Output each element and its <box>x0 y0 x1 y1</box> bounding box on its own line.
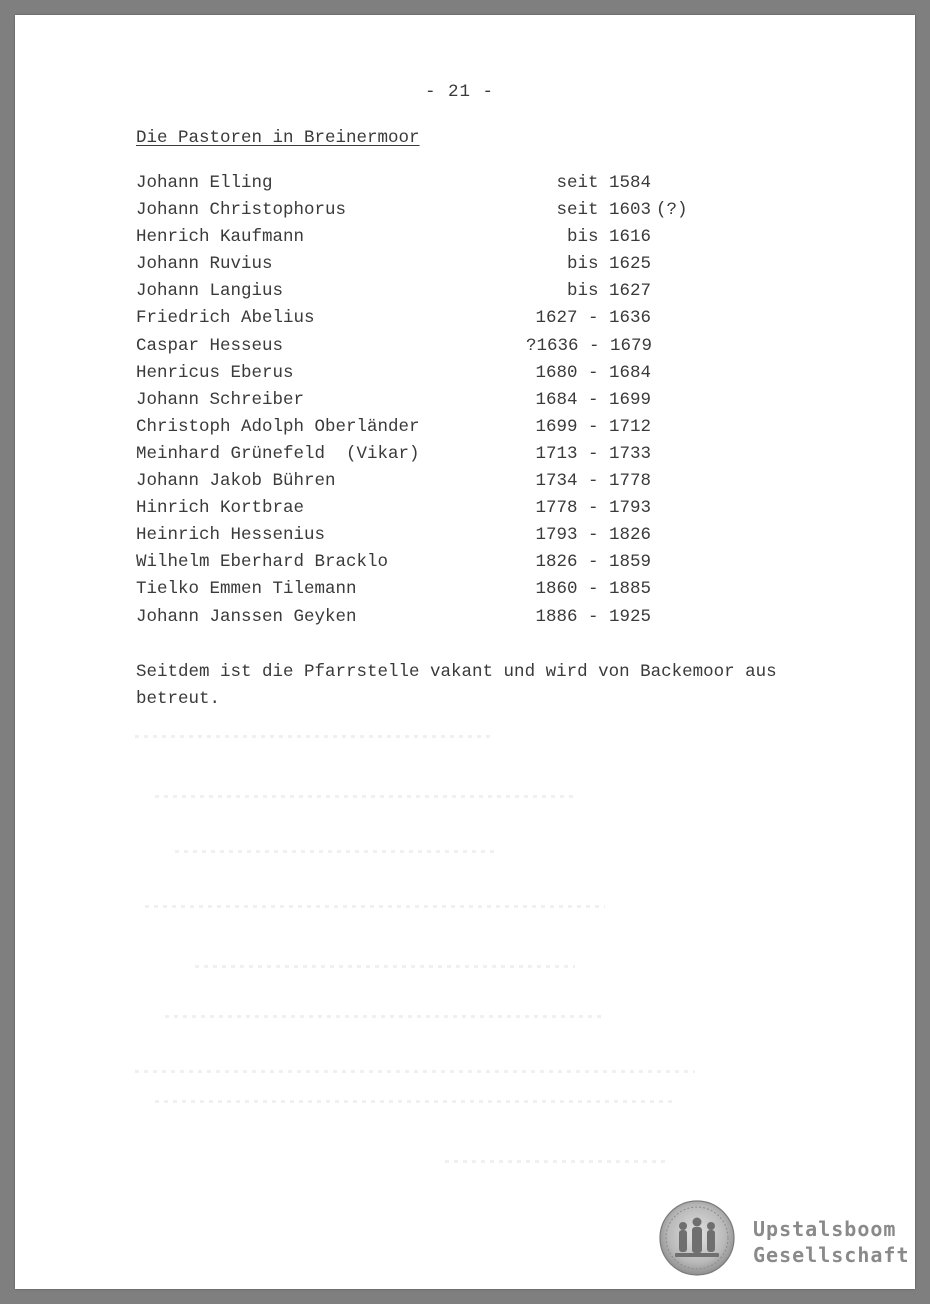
pastor-dates: ?1636 - 1679 <box>526 335 653 356</box>
society-name-line1: Upstalsboom <box>753 1217 897 1241</box>
pastor-dates: bis 1625 <box>566 254 651 275</box>
list-item <box>136 522 756 549</box>
pastor-name: Christoph Adolph Oberländer <box>136 416 420 437</box>
pastor-name: Hinrich Kortbrae <box>136 498 305 519</box>
list-item <box>136 495 756 522</box>
pastor-name: Henrich Kaufmann <box>136 227 305 248</box>
list-item <box>136 333 756 360</box>
pastor-dates: 1684 - 1699 <box>535 389 651 410</box>
society-name-line2: Gesellschaft <box>753 1243 910 1267</box>
pastor-name: Johann Schreiber <box>136 389 305 410</box>
pastor-name: Johann Jakob Bühren <box>136 471 336 492</box>
list-item <box>136 278 756 305</box>
pastor-dates: 1713 - 1733 <box>535 443 651 464</box>
pastor-name: Meinhard Grünefeld (Vikar) <box>136 443 420 464</box>
list-item <box>136 441 756 468</box>
bleed-through-texture <box>115 715 815 1185</box>
pastor-dates: 1627 - 1636 <box>535 308 651 329</box>
pastor-dates: 1886 - 1925 <box>535 606 651 627</box>
pastor-dates: bis 1627 <box>566 281 651 302</box>
pastor-dates: seit 1584 <box>556 173 651 193</box>
page-title: Die Pastoren in Breinermoor <box>136 128 420 148</box>
list-item <box>136 305 756 332</box>
society-seal-icon <box>659 1200 735 1276</box>
list-item <box>136 170 756 197</box>
pastor-name: Johann Ruvius <box>136 254 273 275</box>
pastor-dates: 1680 - 1684 <box>535 362 651 383</box>
pastor-dates: 1734 - 1778 <box>535 471 651 492</box>
pastor-dates: 1699 - 1712 <box>535 416 651 437</box>
pastor-name: Johann Elling <box>136 173 273 193</box>
pastor-dates: seit 1603 <box>556 200 651 221</box>
list-item <box>136 576 756 603</box>
list-item <box>136 604 756 631</box>
pastor-name: Heinrich Hessenius <box>136 525 326 546</box>
pastor-dates: 1860 - 1885 <box>535 579 651 600</box>
pastor-name: Caspar Hesseus <box>136 335 284 356</box>
list-item <box>136 414 756 441</box>
list-item <box>136 387 756 414</box>
pastor-name: Johann Christophorus <box>136 200 347 221</box>
pastor-dates: 1826 - 1859 <box>535 552 651 573</box>
closing-paragraph: Seitdem ist die Pfarrstelle vakant und wird von Backemoor aus betreut. <box>136 662 777 709</box>
list-item <box>136 197 756 224</box>
page-number: - 21 - <box>425 82 495 102</box>
pastor-dates: 1778 - 1793 <box>535 498 651 519</box>
list-item <box>136 360 756 387</box>
pastor-note: (?) <box>656 200 688 221</box>
pastor-name: Johann Janssen Geyken <box>136 606 357 627</box>
pastor-name: Tielko Emmen Tilemann <box>136 579 357 600</box>
pastor-name: Friedrich Abelius <box>136 308 315 329</box>
list-item <box>136 224 756 251</box>
list-item <box>136 549 756 576</box>
pastor-name: Wilhelm Eberhard Bracklo <box>136 552 389 573</box>
pastor-list <box>136 170 756 631</box>
pastor-name: Johann Langius <box>136 281 284 302</box>
pastor-name: Henricus Eberus <box>136 362 294 383</box>
pastor-dates: bis 1616 <box>566 227 651 248</box>
list-item <box>136 251 756 278</box>
document-page <box>15 15 915 1289</box>
pastor-dates: 1793 - 1826 <box>535 525 651 546</box>
list-item <box>136 468 756 495</box>
